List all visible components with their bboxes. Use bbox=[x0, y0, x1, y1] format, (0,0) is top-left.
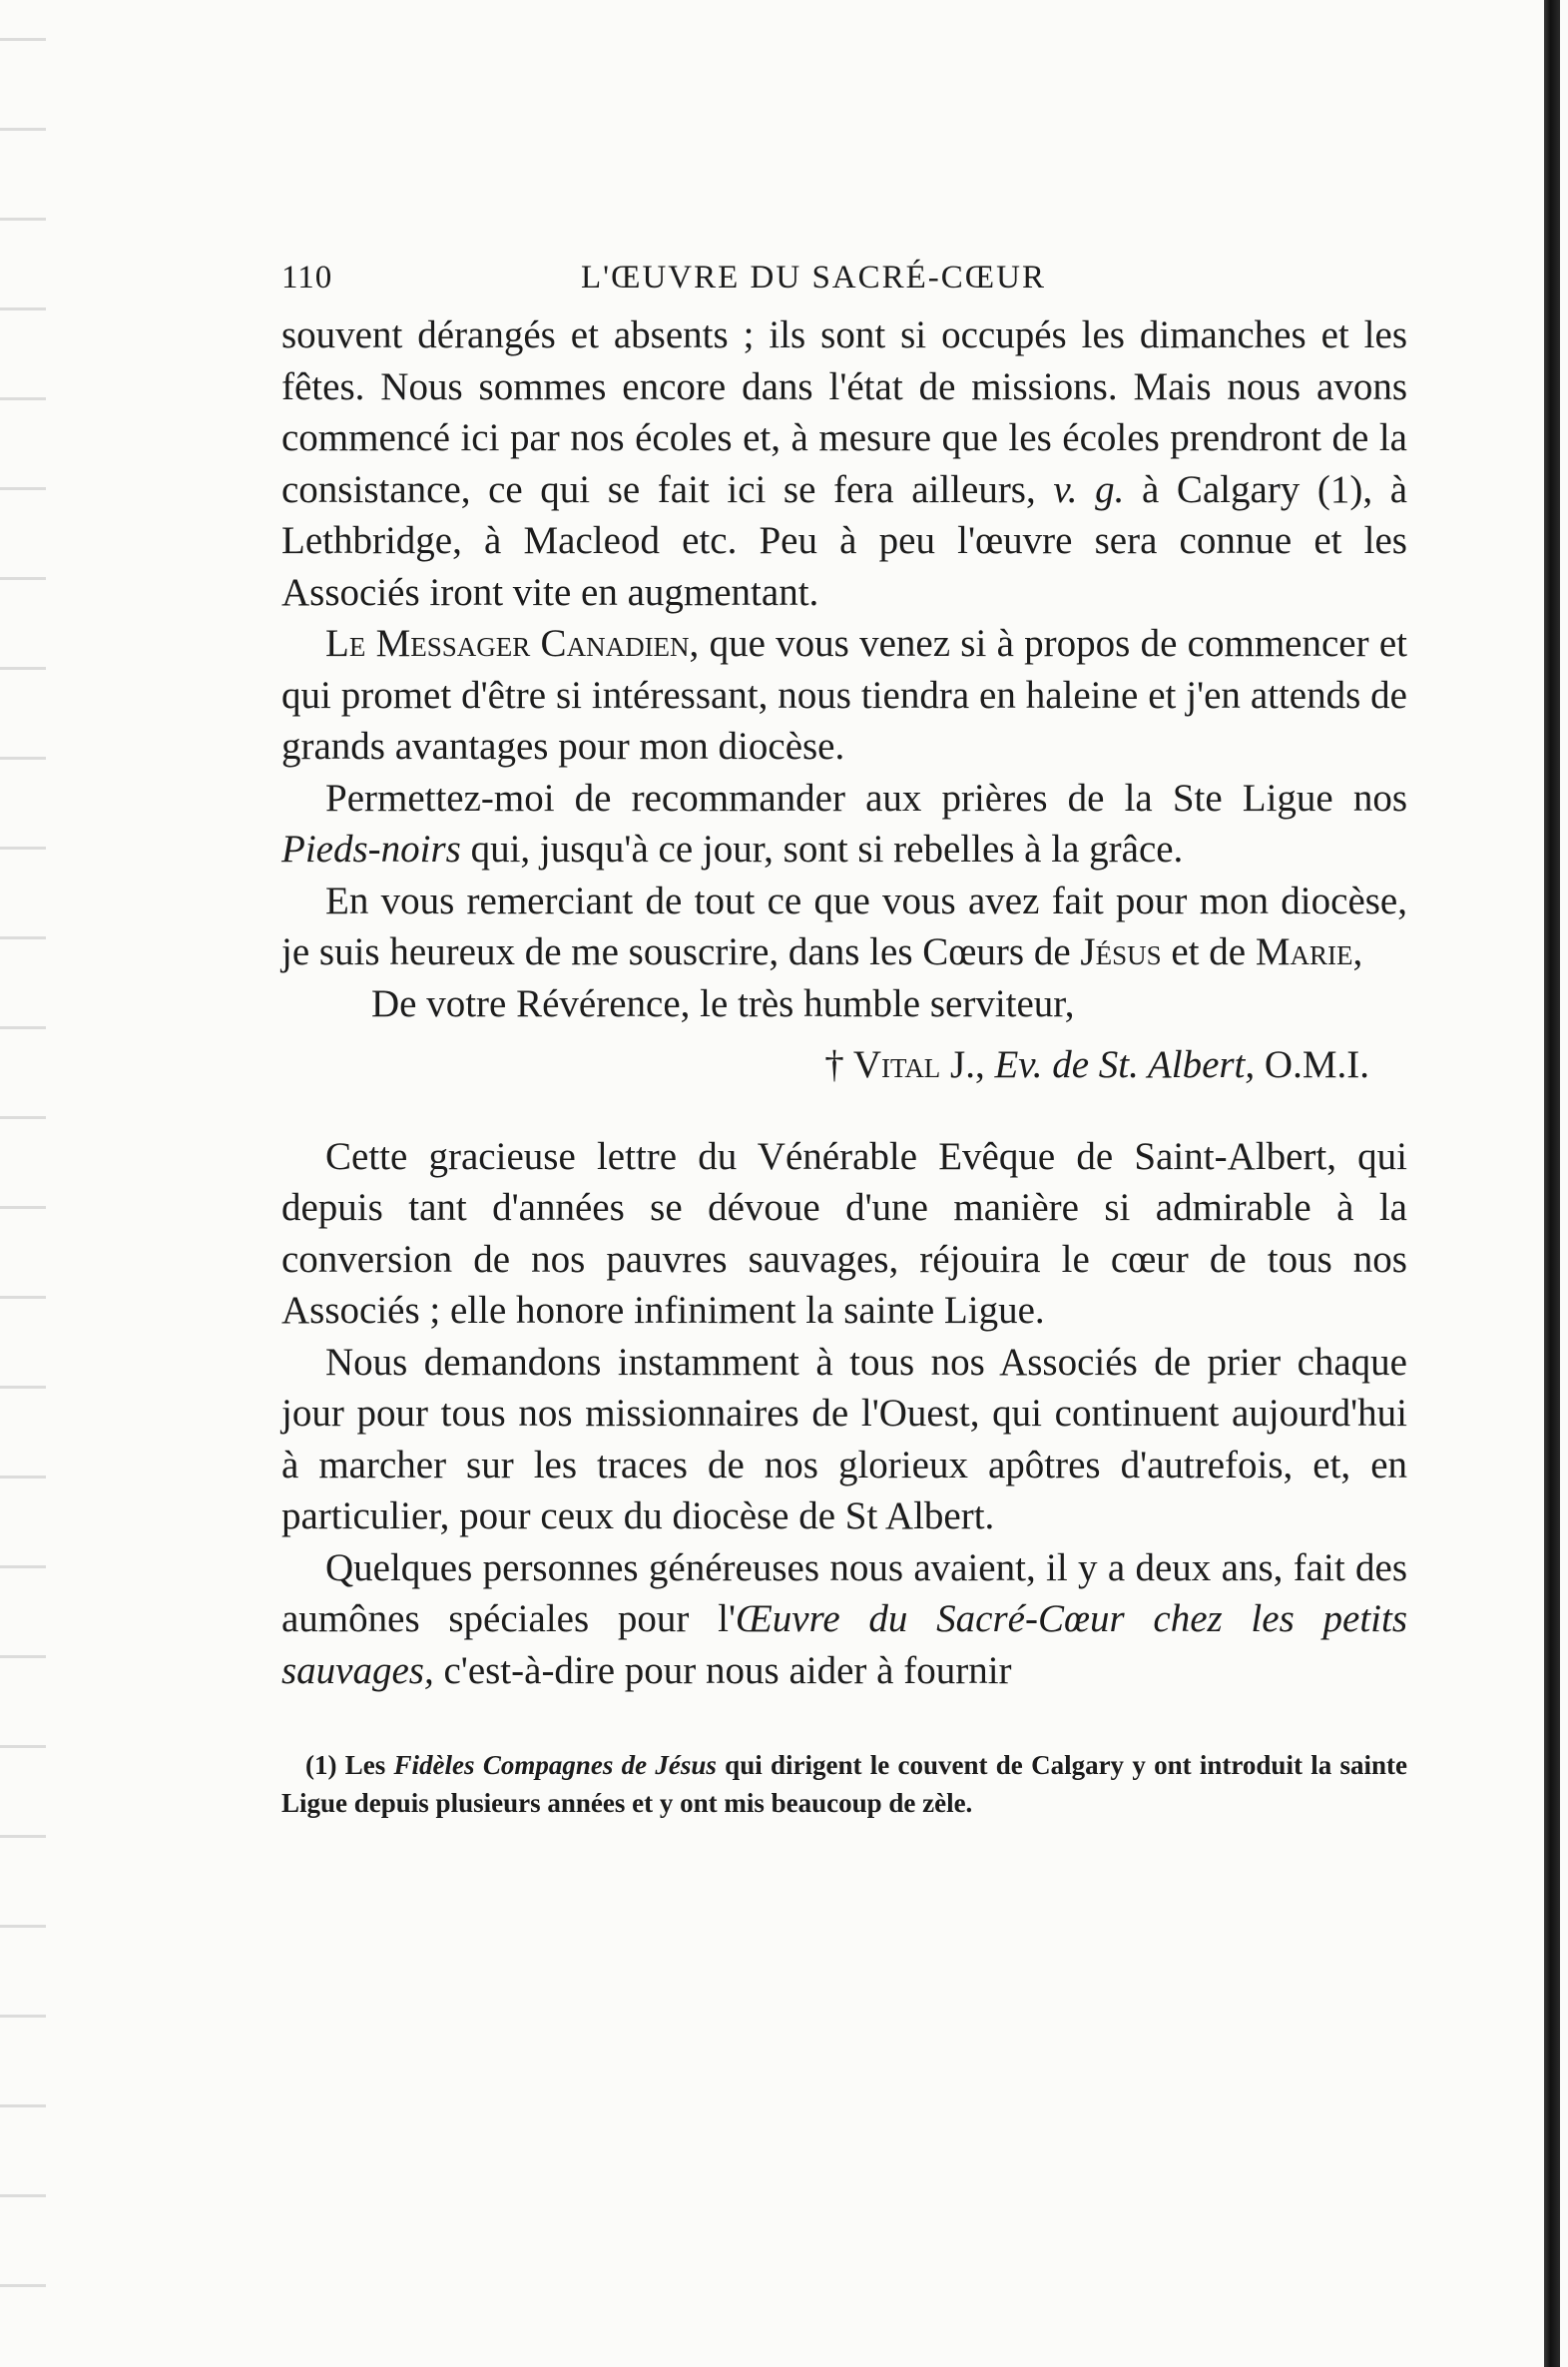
footnote-text: qui dirigent le couvent de Calgary y ont introduit la sainte Ligue depuis plusieurs années et y ont mis beaucoup de zèle. bbox=[281, 1750, 1407, 1818]
scan-right-edge bbox=[1544, 0, 1560, 2367]
paragraph-3-text: Permettez-moi de recommander aux prières de la Ste Ligue nos bbox=[325, 776, 1407, 820]
scan-left-margin bbox=[0, 0, 46, 2367]
paragraph-1 bbox=[281, 309, 1407, 618]
paragraph-4-text: En vous remerciant de tout ce que vous avez fait pour mon diocèse, je suis heureux de me souscrire, dans les Cœurs de bbox=[281, 879, 1407, 973]
footnote-italic: Fidèles Compagnes de Jésus bbox=[393, 1750, 717, 1780]
paragraph-4-marie: Marie, bbox=[1255, 930, 1363, 973]
paragraph-1-text: souvent dérangés et absents ; ils sont si occupés les dimanches et les fêtes. Nous sommes encore dans l'état de missions. Mais nous avons commencé ici par nos écoles et, à mesure que les écoles prendront de la consistance, ce qui se fait ici se fera ailleurs, bbox=[281, 313, 1407, 511]
paragraph-4-conj: et de bbox=[1171, 930, 1247, 973]
page-number: 110 bbox=[281, 260, 333, 296]
paragraph-4 bbox=[281, 876, 1407, 978]
signature bbox=[281, 1039, 1407, 1091]
paragraph-2-text: que vous venez si à propos de commencer et qui promet d'être si intéressant, nous tiendra en haleine et j'en attends de grands avantages pour mon diocèse. bbox=[281, 622, 1407, 768]
running-head bbox=[281, 250, 1407, 309]
paragraph-3-rest: qui, jusqu'à ce jour, sont si rebelles à la grâce. bbox=[470, 828, 1184, 871]
paragraph-7 bbox=[281, 1542, 1407, 1697]
book-page bbox=[281, 250, 1407, 1822]
footnote bbox=[281, 1746, 1407, 1822]
paragraph-7-rest: c'est-à-dire pour nous aider à fournir bbox=[443, 1648, 1012, 1692]
paragraph-1-abbrev: v. g. bbox=[1053, 467, 1125, 511]
paragraph-3-italic: Pieds-noirs bbox=[281, 828, 461, 871]
footnote-marker: (1) Les bbox=[305, 1750, 386, 1780]
paragraph-7-text: Quelques personnes généreuses nous avaient, il y a deux ans, fait des aumônes spéciales pour l' bbox=[281, 1545, 1407, 1640]
journal-name: Le Messager Canadien, bbox=[325, 622, 700, 665]
signature-title: Ev. de St. Albert, bbox=[994, 1043, 1256, 1086]
paragraph-2 bbox=[281, 618, 1407, 773]
paragraph-1-rest: à Calgary (1), à Lethbridge, à Macleod etc. Peu à peu l'œuvre sera connue et les Associés iront vite en augmentant. bbox=[281, 467, 1408, 614]
paragraph-6: Nous demandons instamment à tous nos Associés de prier chaque jour pour tous nos missionnaires de l'Ouest, qui continuent aujourd'hui à marcher sur les traces de nos glorieux apôtres d'autrefois, et, en particulier, pour ceux du diocèse de St Albert. bbox=[281, 1340, 1407, 1537]
paragraph-3 bbox=[281, 773, 1407, 876]
running-title: L'ŒUVRE DU SACRÉ-CŒUR bbox=[581, 260, 1046, 296]
paragraph-5: Cette gracieuse lettre du Vénérable Evêque de Saint-Albert, qui depuis tant d'années se dévoue d'une manière si admirable à la conversion de nos pauvres sauvages, réjouira le cœur de tous nos Associés ; elle honore infiniment la sainte Ligue. bbox=[281, 1134, 1407, 1332]
signature-name: † Vital J., bbox=[824, 1043, 985, 1086]
paragraph-4-jesus: Jésus bbox=[1080, 930, 1162, 973]
signature-order: O.M.I. bbox=[1264, 1043, 1369, 1086]
paragraph-7-italic: Œuvre du Sacré-Cœur chez les petits sauvages, bbox=[281, 1597, 1408, 1692]
closing-line: De votre Révérence, le très humble serviteur, bbox=[371, 981, 1075, 1025]
